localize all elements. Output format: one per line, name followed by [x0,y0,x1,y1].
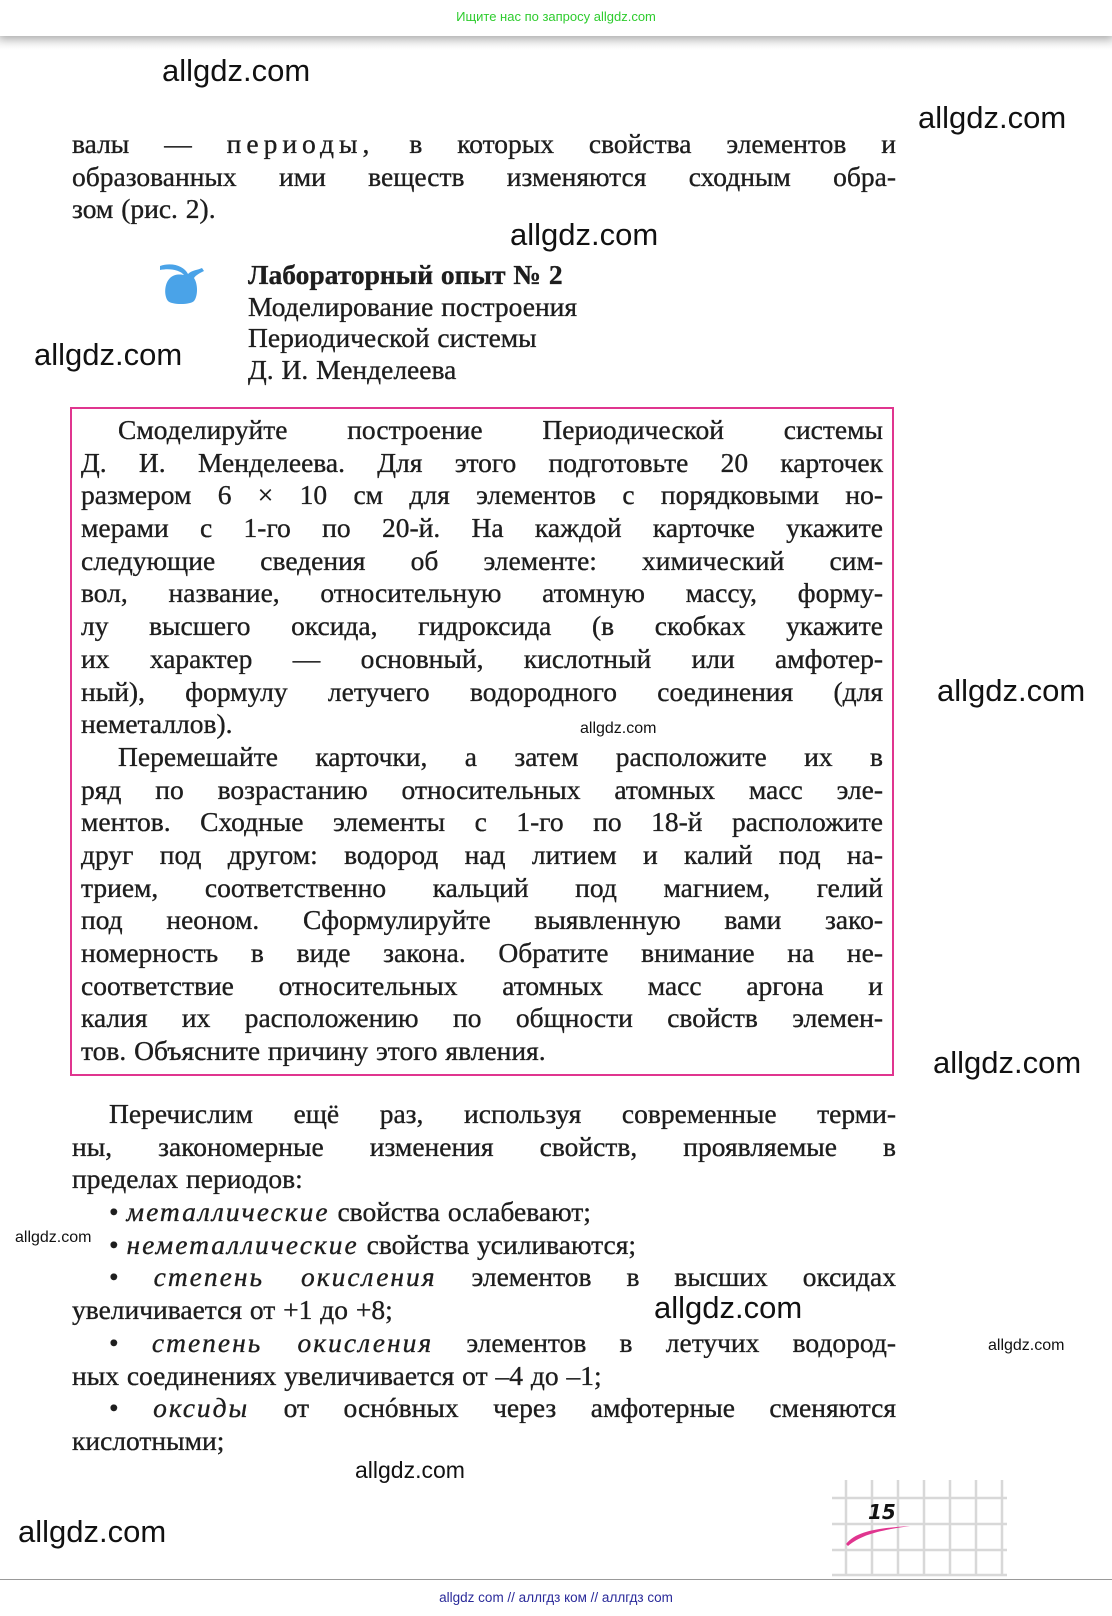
text-line [81,512,883,545]
watermark: allgdz.com [654,1290,803,1325]
bottom-banner [0,1579,1112,1615]
text-segment: ряд по возрастанию относительных атомных масс эле- [81,773,883,805]
text-line [81,447,883,480]
text-line [81,545,883,578]
text-segment: соответствие относительных атомных масс аргона и [81,969,883,1001]
text-line [81,1002,883,1035]
text-segment: • [109,1261,154,1293]
text-segment: в которых свойства элементов и [374,128,897,159]
text-segment: • [109,1392,154,1424]
text-segment: ный), формулу летучего водородного соединения (для [81,675,883,707]
page-number-grid [832,1480,1012,1580]
text-segment: элементов в летучих водород- [433,1326,896,1358]
text-line [72,1360,896,1393]
text-segment: • [109,1196,127,1228]
pen-stroke-icon [846,1526,910,1546]
top-banner-text: Ищите нас по запросу allgdz.com [456,9,656,24]
watermark: allgdz.com [162,53,311,88]
emphasized-term: неметаллические [126,1228,359,1260]
emphasized-term: периоды, [226,128,375,159]
text-segment: ментов. Сходные элементы с 1-го по 18-й расположите [81,806,883,838]
text-segment: пределах периодов: [72,1163,303,1195]
text-segment: неметаллов). [81,708,233,740]
text-segment: вол, название, относительную атомную массу, форму- [81,577,883,609]
text-segment: их характер — основный, кислотный или амфотер- [81,642,883,674]
text-line [72,1098,896,1131]
text-segment: номерность в виде закона. Обратите внимание на не- [81,937,883,968]
lab-subtitle-line: Моделирование построения [248,290,578,322]
emphasized-term: металлические [126,1196,330,1228]
lab-subtitle-line: Д. И. Менделеева [248,353,457,385]
text-line [72,1196,896,1229]
emphasized-term: степень окисления [153,1261,437,1293]
text-line [72,1327,896,1360]
text-segment: валы — [72,128,227,159]
lab-heading [248,259,888,385]
text-segment: кислотными; [72,1424,225,1456]
banner-shadow [0,36,1112,50]
text-line [72,128,896,161]
text-segment: увеличивается от +1 до +8; [72,1294,393,1326]
text-segment: Смоделируйте построение Периодической системы [118,414,883,445]
text-segment: мерами с 1-го по 20-й. На каждой карточке укажите [81,512,883,544]
watermark: allgdz.com [937,673,1086,708]
text-line [72,161,896,194]
text-line [81,970,883,1003]
text-line [72,1131,896,1164]
text-segment: от оснóвных через амфотерные сменяются [249,1392,896,1424]
text-line [81,806,883,839]
text-line [81,414,883,447]
text-segment: элементов в высших оксидах [436,1261,896,1293]
text-segment: тов. Объясните причину этого явления. [81,1035,546,1067]
watermark: allgdz.com [918,100,1067,135]
text-line [81,774,883,807]
text-segment: свойства усиливаются; [358,1228,636,1260]
text-segment: ных соединениях увеличивается от –4 до –1; [72,1359,602,1391]
watermark: allgdz.com [34,337,183,372]
text-line [81,904,883,937]
summary-paragraph [72,1098,896,1458]
task-text [81,414,883,1068]
text-line [81,872,883,905]
text-segment: трием, соответственно кальций под магнием, гелий [81,871,883,903]
watermark: allgdz.com [510,217,659,252]
emphasized-term: степень окисления [151,1326,434,1358]
text-segment: Перечислим ещё раз, используя современные терми- [109,1098,896,1129]
text-segment: калия их расположению по общности свойств элемен- [81,1002,883,1034]
text-line [81,839,883,872]
text-line [81,479,883,512]
watermark: allgdz.com [355,1457,465,1483]
bottom-banner-text: allgdz com // аллгдз ком // аллгдз com [439,1590,673,1605]
text-segment: • [109,1326,152,1358]
text-line [81,937,883,970]
lab-title: Лабораторный опыт № 2 [248,259,563,290]
text-segment: зом (рис. 2). [72,193,216,225]
emphasized-term: оксиды [153,1392,250,1424]
intro-paragraph [72,128,896,226]
text-line [81,610,883,643]
text-line [72,1425,896,1458]
watermark: allgdz.com [18,1514,167,1549]
text-line [81,1035,883,1068]
text-segment: Д. И. Менделеева. Для этого подготовьте 20 карточек [81,446,883,478]
text-line [81,708,883,741]
text-segment: свойства ослабевают; [329,1196,591,1228]
text-line [81,676,883,709]
text-segment: ны, закономерные изменения свойств, проявляемые в [72,1130,896,1162]
text-segment: размером 6 × 10 см для элементов с порядковыми но- [81,479,883,511]
watermark: allgdz.com [933,1045,1082,1080]
text-segment: под неоном. Сформулируйте выявленную вами зако- [81,904,883,936]
watermark: allgdz.com [988,1337,1065,1354]
lab-flask-icon [158,262,208,306]
text-line [81,643,883,676]
text-segment: следующие сведения об элементе: химический сим- [81,544,883,576]
text-segment: друг под другом: водород над литием и калий под на- [81,838,883,870]
text-line [81,577,883,610]
text-segment: лу высшего оксида, гидроксида (в скобках укажите [81,610,883,642]
text-line [81,741,883,774]
text-line [72,1229,896,1262]
text-segment: • [109,1228,127,1260]
text-line [72,193,896,226]
text-line [72,1163,896,1196]
text-line [72,1392,896,1425]
watermark: allgdz.com [15,1229,92,1246]
text-segment: образованных ими веществ изменяются сходным обра- [72,160,896,192]
watermark: allgdz.com [580,720,657,737]
lab-subtitle-line: Периодической системы [248,322,537,354]
page-number: 15 [868,1500,896,1524]
text-segment: Перемешайте карточки, а затем расположите их в [118,740,883,772]
top-banner [0,0,1112,36]
